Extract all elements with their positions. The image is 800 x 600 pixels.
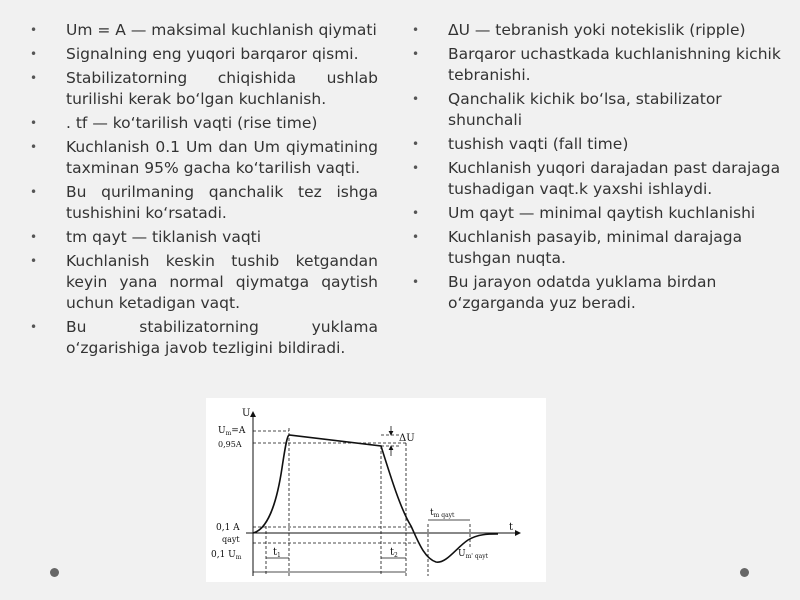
bullet-text: Kuchlanish keskin tushib ketgandan keyin yana normal qiymatga qaytish uchun ketadigan vaqt. xyxy=(66,252,378,312)
bullet-text: tm qayt — tiklanish vaqti xyxy=(66,228,262,246)
y-axis-label: U xyxy=(242,408,251,419)
bullet-item xyxy=(30,20,378,41)
bullet-item xyxy=(412,158,782,200)
um-label: $U_m=A$ xyxy=(218,426,246,437)
bullet-text: Bu qurilmaning qanchalik tez ishga tushishini ko‘rsatadi. xyxy=(66,183,378,222)
bullet-item xyxy=(30,227,378,248)
next-slide-icon[interactable] xyxy=(740,568,749,577)
bullet-dot-icon: • xyxy=(412,92,420,106)
bullet-item xyxy=(30,182,378,224)
bullet-item xyxy=(412,20,782,41)
bullet-dot-icon: • xyxy=(30,320,38,334)
bullet-text: Kuchlanish 0.1 Um dan Um qiymatining taxminan 95% gacha ko‘tarilish vaqti. xyxy=(66,138,378,177)
left-column xyxy=(30,20,378,362)
t2-label: $t_2$ xyxy=(390,547,398,559)
bullet-item xyxy=(412,272,782,314)
bullet-dot-icon: • xyxy=(412,47,420,61)
bullet-text: tushish vaqti (fall time) xyxy=(448,135,629,153)
voltage-diagram xyxy=(206,398,546,582)
bullet-text: Bu stabilizatorning yuklama o‘zgarishiga javob tezligini bildiradi. xyxy=(66,318,378,357)
x-axis-label: t xyxy=(509,522,514,533)
bullet-text: Kuchlanish yuqori darajadan past darajaga tushadigan vaqt.k yaxshi ishlaydi. xyxy=(448,159,781,198)
bullet-item xyxy=(30,68,378,110)
bullet-text: Kuchlanish pasayib, minimal darajaga tushgan nuqta. xyxy=(448,228,743,267)
bullet-text: Signalning eng yuqori barqaror qismi. xyxy=(66,45,359,63)
bullet-dot-icon: • xyxy=(30,254,38,268)
bullet-item xyxy=(412,89,782,131)
bullet-item xyxy=(30,317,378,359)
bullet-item xyxy=(30,113,378,134)
bullet-dot-icon: • xyxy=(30,230,38,244)
right-bullet-list xyxy=(412,20,782,314)
bullet-dot-icon: • xyxy=(30,71,38,85)
voltage-diagram-svg xyxy=(206,398,546,582)
bullet-item xyxy=(30,44,378,65)
bullet-text: Stabilizatorning chiqishida ushlab turilishi kerak bo‘lgan kuchlanish. xyxy=(66,69,378,108)
01a-label: 0,1 A xyxy=(216,523,240,533)
bullet-text: Barqaror uchastkada kuchlanishning kichik tebranishi. xyxy=(448,45,781,84)
bullet-item xyxy=(30,251,378,314)
bullet-dot-icon: • xyxy=(30,185,38,199)
bullet-item xyxy=(30,137,378,179)
bullet-dot-icon: • xyxy=(30,47,38,61)
bullet-dot-icon: • xyxy=(30,116,38,130)
bullet-dot-icon: • xyxy=(412,275,420,289)
bullet-dot-icon: • xyxy=(412,23,420,37)
bullet-item xyxy=(412,227,782,269)
prev-slide-icon[interactable] xyxy=(50,568,59,577)
bullet-dot-icon: • xyxy=(412,161,420,175)
095a-label: 0,95A xyxy=(218,440,242,449)
bullet-dot-icon: • xyxy=(412,230,420,244)
tm-qayt-label: $t_{m qayt}$ xyxy=(430,508,455,519)
t1-label: $t_1$ xyxy=(273,547,281,559)
bullet-dot-icon: • xyxy=(30,140,38,154)
01um-label: 0,1 $U_m$ xyxy=(211,550,242,561)
bullet-item xyxy=(412,203,782,224)
bullet-dot-icon: • xyxy=(412,206,420,220)
right-column xyxy=(412,20,782,317)
bullet-text: Bu jarayon odatda yuklama birdan o‘zgarganda yuz beradi. xyxy=(448,273,717,312)
left-bullet-list xyxy=(30,20,378,359)
bullet-text: ΔU — tebranish yoki notekislik (ripple) xyxy=(448,21,746,39)
bullet-dot-icon: • xyxy=(412,137,420,151)
delta-u-label: ΔU xyxy=(399,433,415,444)
bullet-text: Um qayt — minimal qaytish kuchlanishi xyxy=(448,204,756,222)
bullet-item xyxy=(412,44,782,86)
bullet-text: Qanchalik kichik bo‘lsa, stabilizator shunchali xyxy=(448,90,722,129)
bullet-item xyxy=(412,134,782,155)
qayt-label: qayt xyxy=(222,535,240,544)
um-qayt-label: $U_{m' qayt}$ xyxy=(458,549,489,560)
bullet-dot-icon: • xyxy=(30,23,38,37)
bullet-text: Um = A — maksimal kuchlanish qiymati xyxy=(66,21,377,39)
bullet-text: . tf — ko‘tarilish vaqti (rise time) xyxy=(66,114,318,132)
